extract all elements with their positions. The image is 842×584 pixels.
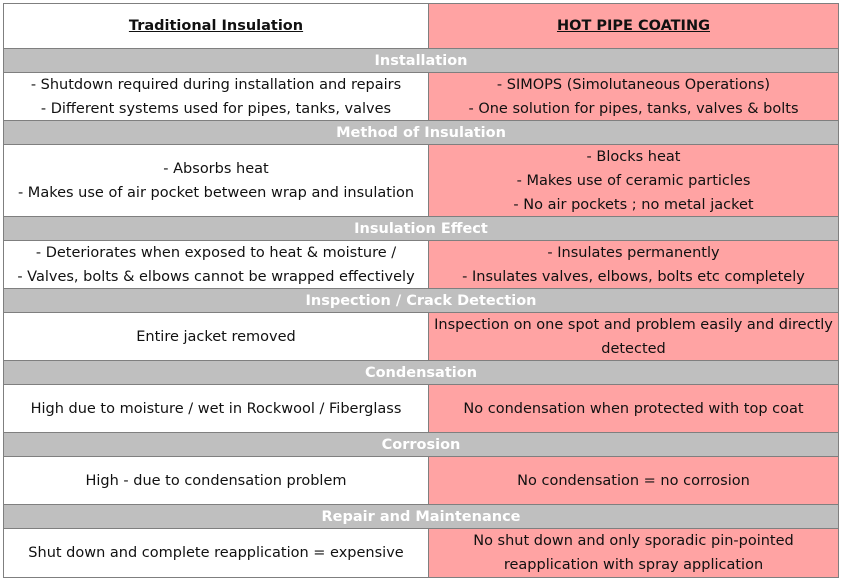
hot-pipe-cell <box>429 529 838 577</box>
hot-pipe-cell <box>429 313 838 360</box>
section-title-repair-and-maintenance: Repair and Maintenance <box>4 505 838 529</box>
cell-line: - Blocks heat <box>586 148 681 165</box>
cell-line: - Insulates permanently <box>547 244 720 261</box>
traditional-cell <box>4 73 429 120</box>
header-traditional-insulation: Traditional Insulation <box>4 4 429 48</box>
traditional-cell <box>4 241 429 288</box>
hot-pipe-cell <box>429 145 838 216</box>
cell-line: reapplication with spray application <box>503 557 764 573</box>
traditional-cell <box>4 385 429 432</box>
cell-line: - One solution for pipes, tanks, valves & bolts <box>468 100 799 117</box>
cell-line: No shut down and only sporadic pin-pointed <box>473 533 794 549</box>
comparison-row <box>4 145 838 217</box>
comparison-row <box>4 241 838 289</box>
traditional-cell <box>4 145 429 216</box>
comparison-row <box>4 73 838 121</box>
cell-line: - No air pockets ; no metal jacket <box>513 196 754 213</box>
cell-line: No condensation = no corrosion <box>517 472 750 489</box>
comparison-row <box>4 529 838 577</box>
table-header-row <box>4 4 838 49</box>
comparison-table <box>3 3 839 578</box>
cell-line: Shut down and complete reapplication = expensive <box>28 545 404 561</box>
cell-line: - SIMOPS (Simolutaneous Operations) <box>496 76 771 93</box>
comparison-row <box>4 313 838 361</box>
section-title-corrosion: Corrosion <box>4 433 838 457</box>
cell-line: High - due to condensation problem <box>85 472 347 489</box>
comparison-row <box>4 385 838 433</box>
section-title-inspection-crack-detection: Inspection / Crack Detection <box>4 289 838 313</box>
section-title-method-of-insulation: Method of Insulation <box>4 121 838 145</box>
cell-line: High due to moisture / wet in Rockwool / Fiberglass <box>30 400 402 417</box>
section-title-condensation: Condensation <box>4 361 838 385</box>
cell-line: - Different systems used for pipes, tanks, valves <box>40 100 392 117</box>
traditional-cell <box>4 529 429 577</box>
cell-line: - Insulates valves, elbows, bolts etc completely <box>462 268 805 285</box>
cell-line: - Absorbs heat <box>163 160 269 177</box>
hot-pipe-cell <box>429 385 838 432</box>
cell-line: detected <box>601 340 666 357</box>
traditional-cell <box>4 457 429 504</box>
cell-line: - Shutdown required during installation and repairs <box>30 76 402 93</box>
section-title-installation: Installation <box>4 49 838 73</box>
hot-pipe-cell <box>429 457 838 504</box>
cell-line: - Valves, bolts & elbows cannot be wrapped effectively <box>17 268 415 285</box>
cell-line: - Makes use of air pocket between wrap and insulation <box>17 184 415 201</box>
section-title-insulation-effect: Insulation Effect <box>4 217 838 241</box>
cell-line: - Makes use of ceramic particles <box>516 172 751 189</box>
comparison-row <box>4 457 838 505</box>
traditional-cell <box>4 313 429 360</box>
hot-pipe-cell <box>429 73 838 120</box>
cell-line: No condensation when protected with top coat <box>463 400 804 417</box>
cell-line: Inspection on one spot and problem easily and directly <box>434 316 833 333</box>
hot-pipe-cell <box>429 241 838 288</box>
header-hot-pipe-coating: HOT PIPE COATING <box>429 4 838 48</box>
cell-line: Entire jacket removed <box>136 328 296 345</box>
cell-line: - Deteriorates when exposed to heat & moisture / <box>35 244 397 261</box>
